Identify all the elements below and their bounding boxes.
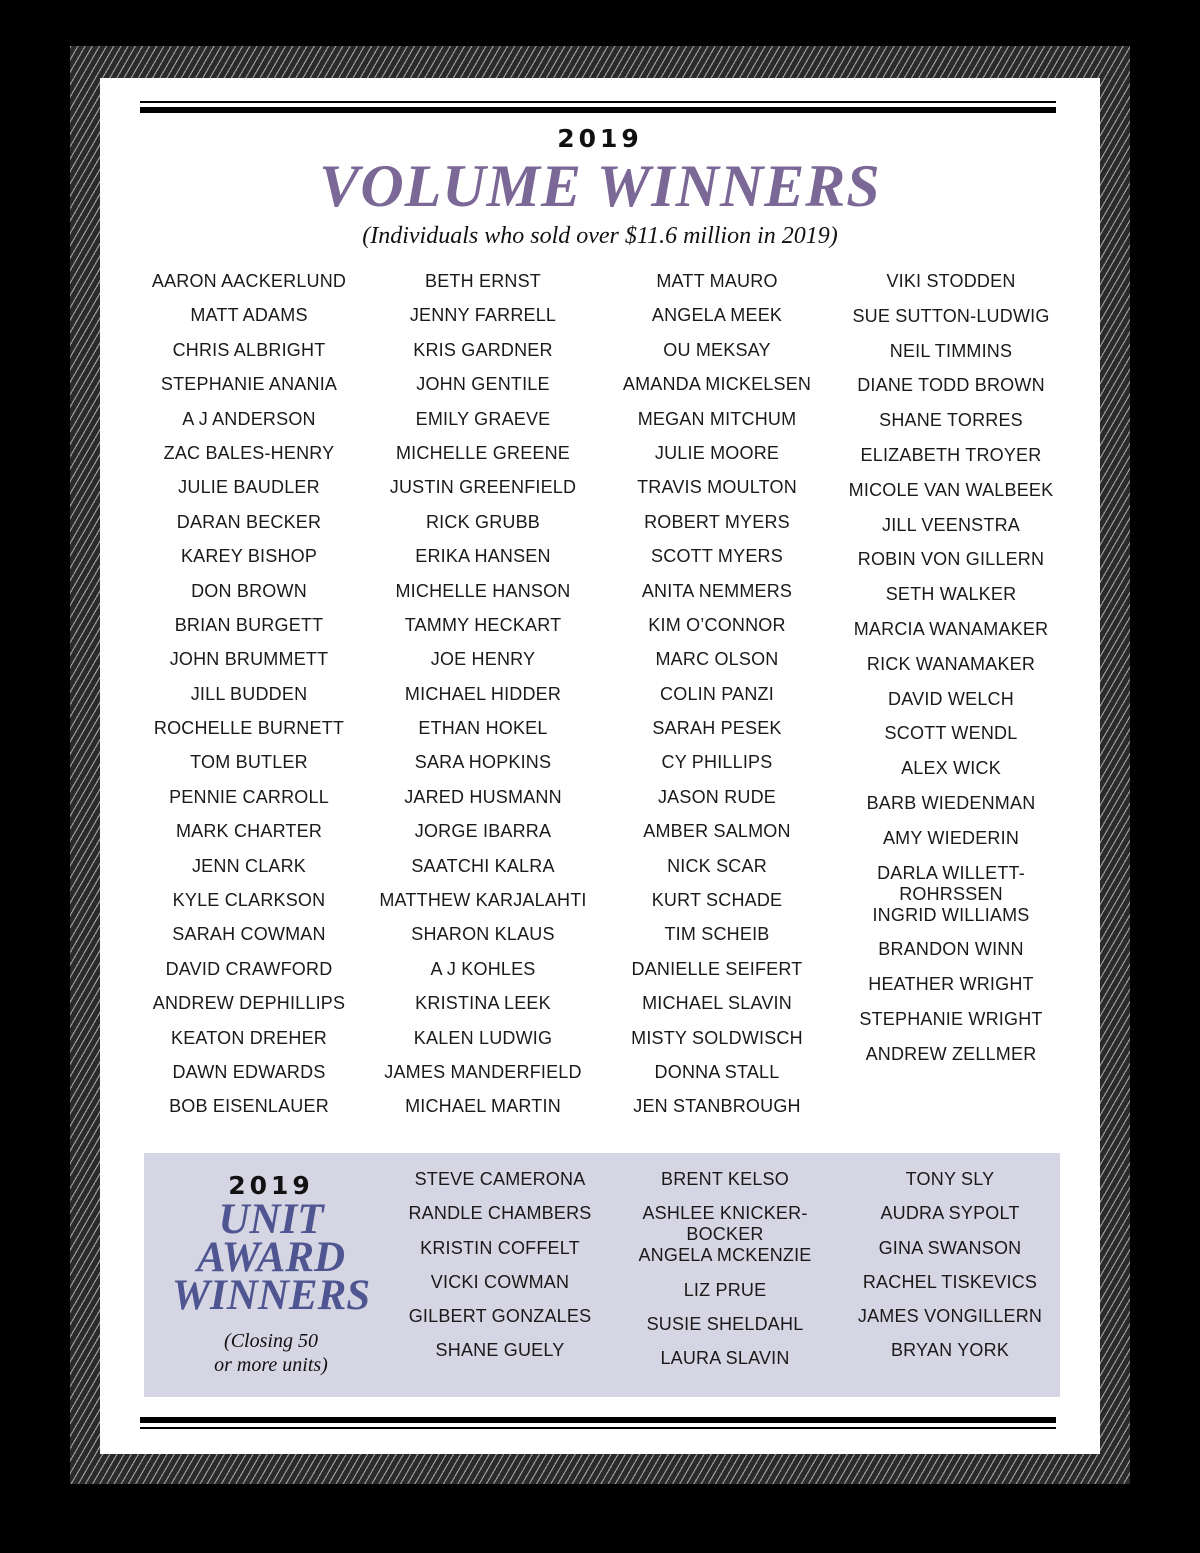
winner-name: STEVE CAMERONA (414, 1169, 586, 1189)
winner-name: A J KOHLES (430, 958, 536, 979)
winner-name: LIZ PRUE (683, 1279, 767, 1300)
winner-name: NICK SCAR (667, 855, 767, 876)
volume-year: 2019 (557, 124, 643, 153)
winner-name: MICHELLE GREENE (395, 442, 571, 463)
winner-name: AMY WIEDERIN (882, 827, 1020, 848)
winner-name: SUE SUTTON-LUDWIG (852, 305, 1050, 326)
winner-name: AMBER SALMON (643, 821, 791, 842)
winner-name: MICHAEL SLAVIN (642, 993, 792, 1014)
winner-name: TRAVIS MOULTON (637, 477, 797, 498)
winner-name: HEATHER WRIGHT (868, 974, 1034, 995)
winner-name: AUDRA SYPOLT (880, 1203, 1020, 1224)
winner-name: CY PHILLIPS (661, 752, 773, 773)
winner-name: MICHAEL MARTIN (405, 1096, 561, 1117)
winner-name: GILBERT GONZALES (408, 1306, 592, 1327)
winner-name: ROBERT MYERS (644, 511, 790, 532)
winner-name: ZAC BALES-HENRY (163, 442, 335, 463)
winner-name: MARCIA WANAMAKER (853, 618, 1049, 639)
winner-name: ETHAN HOKEL (418, 718, 548, 739)
winner-name: SCOTT WENDL (884, 723, 1018, 744)
winner-name: ERIKA HANSEN (415, 546, 551, 567)
volume-column-2 (366, 271, 600, 1131)
winner-name: AARON AACKERLUND (151, 271, 347, 291)
unit-subtitle-line: (Closing 50 (224, 1330, 318, 1352)
winner-name: VICKI COWMAN (430, 1271, 570, 1292)
winner-name: BRANDON WINN (878, 939, 1024, 960)
winner-name: SHANE GUELY (435, 1340, 565, 1361)
winner-name: SETH WALKER (885, 584, 1017, 605)
winner-name: ASHLEE KNICKER- BOCKER (642, 1203, 808, 1245)
winner-name: ROBIN VON GILLERN (857, 549, 1045, 570)
winner-name: JULIE MOORE (654, 442, 780, 463)
winner-name: DANIELLE SEIFERT (631, 958, 803, 979)
winner-name: JENNY FARRELL (409, 305, 557, 326)
winner-name: DIANE TODD BROWN (857, 375, 1045, 396)
winner-name: KRIS GARDNER (413, 339, 553, 360)
volume-title: VOLUME WINNERS (319, 153, 881, 219)
winner-name: ANDREW ZELLMER (865, 1043, 1037, 1064)
winner-name: JEN STANBROUGH (633, 1096, 801, 1117)
volume-column-3 (600, 271, 834, 1131)
winner-name: JOHN BRUMMETT (169, 649, 329, 670)
winner-name: JILL BUDDEN (190, 683, 308, 704)
winner-name: TOM BUTLER (190, 752, 308, 773)
winner-name: DAVID WELCH (888, 688, 1014, 709)
winner-name: BETH ERNST (424, 271, 541, 291)
winner-name: DARAN BECKER (176, 511, 322, 532)
winner-name: SHANE TORRES (879, 410, 1023, 431)
winner-name: BRIAN BURGETT (174, 614, 324, 635)
unit-award-section (144, 1153, 1060, 1397)
unit-title-line: AWARD (196, 1234, 346, 1281)
winner-name: KRISTINA LEEK (415, 993, 551, 1014)
winner-name: SARAH PESEK (652, 718, 782, 739)
winner-name: KYLE CLARKSON (172, 890, 326, 911)
winner-name: MATT MAURO (656, 271, 778, 291)
unit-column-1 (388, 1169, 612, 1375)
winner-name: TIM SCHEIB (664, 924, 770, 945)
winner-name: ANITA NEMMERS (641, 580, 793, 601)
winner-name: JILL VEENSTRA (882, 514, 1020, 535)
unit-title-line: UNIT (218, 1196, 324, 1243)
volume-subtitle: (Individuals who sold over $11.6 million in 2019) (362, 223, 838, 249)
top-double-rule (140, 101, 1056, 113)
winner-name: NEIL TIMMINS (889, 340, 1013, 361)
winner-name: OU MEKSAY (663, 339, 771, 360)
volume-column-1 (132, 271, 366, 1131)
winner-name: INGRID WILLIAMS (872, 904, 1030, 925)
winner-name: MATT ADAMS (190, 305, 308, 326)
winner-name: DAVID CRAWFORD (165, 958, 333, 979)
winner-name: DARLA WILLETT- ROHRSSEN (877, 862, 1025, 904)
winner-name: BRYAN YORK (890, 1340, 1010, 1361)
winner-name: STEPHANIE WRIGHT (859, 1008, 1043, 1029)
winner-name: KAREY BISHOP (180, 546, 318, 567)
unit-award-subtitle (158, 1329, 384, 1377)
winner-name: MICHAEL HIDDER (404, 683, 562, 704)
winner-name: ELIZABETH TROYER (860, 444, 1042, 465)
unit-award-year: 2019 (228, 1171, 314, 1200)
winner-name: KIM O’CONNOR (648, 614, 786, 635)
volume-column-4 (834, 271, 1068, 1079)
winner-name: JOHN GENTILE (416, 374, 550, 395)
winner-name: DAWN EDWARDS (172, 1061, 326, 1082)
winner-name: MARK CHARTER (175, 821, 323, 842)
winner-name: SCOTT MYERS (651, 546, 783, 567)
winner-name: SUSIE SHELDAHL (646, 1313, 804, 1334)
winner-name: RANDLE CHAMBERS (408, 1203, 592, 1224)
unit-column-3 (838, 1169, 1062, 1375)
winner-name: CHRIS ALBRIGHT (172, 339, 326, 360)
winner-name: RICK WANAMAKER (866, 653, 1036, 674)
winner-name: ROCHELLE BURNETT (153, 718, 345, 739)
winner-name: ALEX WICK (901, 758, 1001, 779)
winner-name: ANGELA MCKENZIE (638, 1245, 812, 1266)
winner-name: JORGE IBARRA (414, 821, 552, 842)
winner-name: BRENT KELSO (661, 1169, 789, 1189)
winner-name: BARB WIEDENMAN (866, 792, 1036, 813)
winner-name: KURT SCHADE (651, 890, 783, 911)
winner-name: KEATON DREHER (171, 1027, 327, 1048)
winner-name: STEPHANIE ANANIA (160, 374, 338, 395)
winner-name: GINA SWANSON (878, 1237, 1022, 1258)
winner-name: JENN CLARK (191, 855, 307, 876)
winner-name: SAATCHI KALRA (411, 855, 555, 876)
winner-name: MISTY SOLDWISCH (631, 1027, 803, 1048)
winners-page (100, 78, 1100, 1454)
winner-name: MARC OLSON (655, 649, 779, 670)
winner-name: TAMMY HECKART (404, 614, 562, 635)
winner-name: COLIN PANZI (660, 683, 774, 704)
winner-name: ANDREW DEPHILLIPS (152, 993, 346, 1014)
bottom-double-rule (140, 1417, 1056, 1429)
unit-subtitle-line: or more units) (214, 1354, 328, 1376)
unit-award-title (158, 1196, 384, 1319)
winner-name: EMILY GRAEVE (415, 408, 551, 429)
winner-name: JAMES VONGILLERN (857, 1306, 1043, 1327)
winner-name: JULIE BAUDLER (178, 477, 320, 498)
volume-winners-list (132, 271, 1068, 1131)
winner-name: MATTHEW KARJALAHTI (379, 890, 587, 911)
winner-name: AMANDA MICKELSEN (622, 374, 812, 395)
winner-name: JASON RUDE (657, 786, 776, 807)
winner-name: BOB EISENLAUER (169, 1096, 329, 1117)
winner-name: DON BROWN (191, 580, 307, 601)
winner-name: MEGAN MITCHUM (637, 408, 797, 429)
winner-name: SARA HOPKINS (414, 752, 552, 773)
winner-name: PENNIE CARROLL (169, 786, 329, 807)
unit-column-2 (613, 1169, 837, 1382)
winner-name: RICK GRUBB (425, 511, 541, 532)
winner-name: RACHEL TISKEVICS (862, 1271, 1038, 1292)
winner-name: KALEN LUDWIG (413, 1027, 553, 1048)
winner-name: TONY SLY (905, 1169, 995, 1189)
winner-name: ANGELA MEEK (651, 305, 783, 326)
winner-name: SHARON KLAUS (411, 924, 555, 945)
winner-name: JUSTIN GREENFIELD (389, 477, 577, 498)
winner-name: JARED HUSMANN (404, 786, 562, 807)
unit-title-line: WINNERS (171, 1272, 371, 1319)
winner-name: DONNA STALL (654, 1061, 780, 1082)
winner-name: VIKI STODDEN (886, 271, 1016, 291)
winner-name: A J ANDERSON (182, 408, 316, 429)
winner-name: JAMES MANDERFIELD (384, 1061, 582, 1082)
winner-name: JOE HENRY (430, 649, 536, 670)
winner-name: KRISTIN COFFELT (420, 1237, 580, 1258)
winner-name: LAURA SLAVIN (660, 1348, 790, 1369)
winner-name: MICHELLE HANSON (395, 580, 571, 601)
winner-name: SARAH COWMAN (172, 924, 326, 945)
winner-name: MICOLE VAN WALBEEK (848, 479, 1054, 500)
